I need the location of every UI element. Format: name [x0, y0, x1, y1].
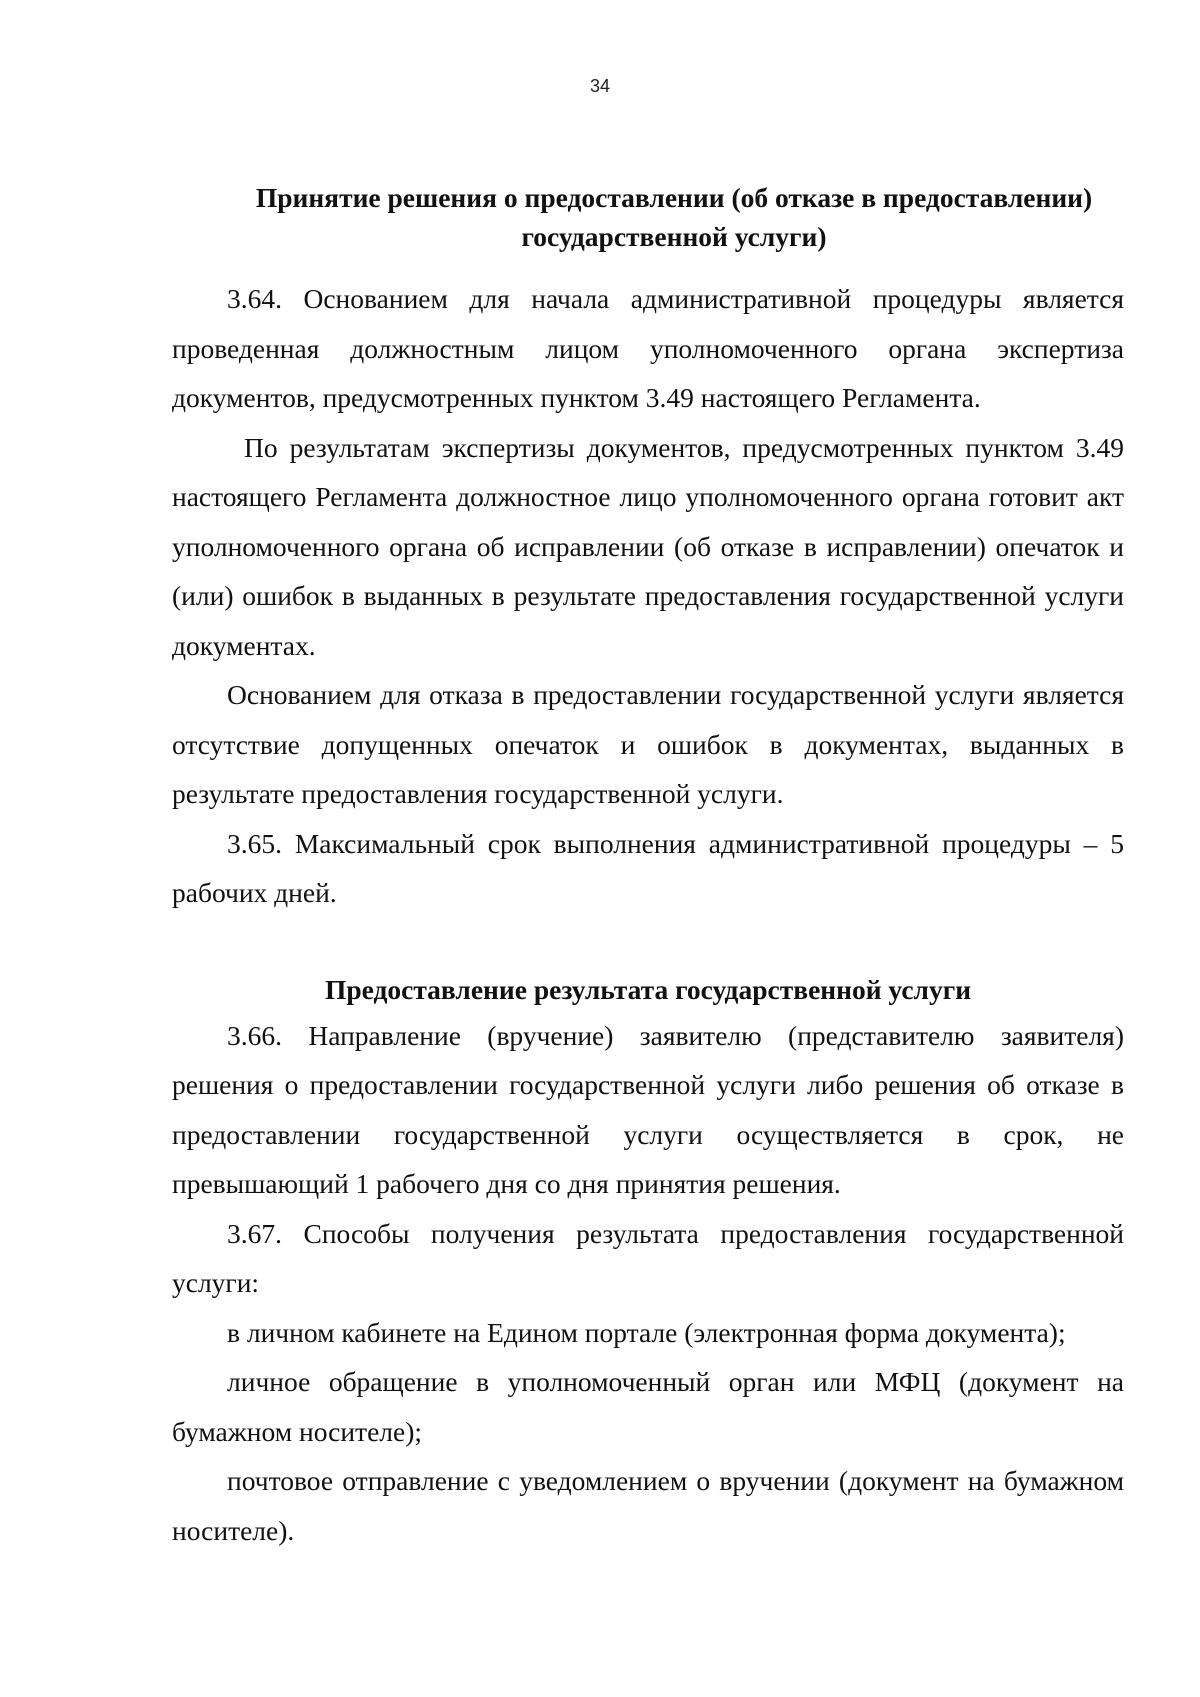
document-body: [172, 178, 1124, 1555]
list-item-postal-delivery: почтовое отправление с уведомлением о вручении (документ на бумажном носителе).: [172, 1465, 1124, 1546]
page-number: 34: [589, 76, 611, 96]
paragraph-3-65: 3.65. Максимальный срок выполнения административной процедуры – 5 рабочих дней.: [172, 827, 1124, 908]
section-heading-result: Предоставление результата государственной услуги: [324, 973, 972, 1005]
list-item-personal-account: в личном кабинете на Едином портале (электронная форма документа);: [227, 1316, 1066, 1348]
list-item-personal-visit: личное обращение в уполномоченный орган или МФЦ (документ на бумажном носителе);: [172, 1366, 1124, 1447]
section-heading-line-1: Принятие решения о предоставлении (об отказе в предоставлении): [255, 182, 1093, 213]
paragraph-3-67: 3.67. Способы получения результата предоставления государственной услуги:: [172, 1217, 1124, 1298]
paragraph-3-64: 3.64. Основанием для начала административной процедуры является проведенная должностным лицом уполномоченного органа экспертиза документов, предусмотренных пунктом 3.49 настоящего Регламента.: [172, 283, 1124, 413]
paragraph-refusal-grounds: Основанием для отказа в предоставлении государственной услуги является отсутствие допущенных опечаток и ошибок в документах, выданных в результате предоставления государственной услуги.: [172, 679, 1124, 809]
section-heading-line-2: государственной услуги): [521, 221, 827, 252]
section-heading-decision: [172, 178, 1124, 256]
paragraph-expertise-results: По результатам экспертизы документов, предусмотренных пунктом 3.49 настоящего Регламента должностное лицо уполномоченного органа готовит акт уполномоченного органа об исправлении (об отказе в исправлении) опечаток и (или) ошибок в выданных в результате предоставления государственной услуги документах.: [172, 431, 1124, 661]
paragraph-3-66: 3.66. Направление (вручение) заявителю (представителю заявителя) решения о предоставлении государственной услуги либо решения об отказе в предоставлении государственной услуги осуществляется в срок, не превышающий 1 рабочего дня со дня принятия решения.: [172, 1019, 1124, 1199]
